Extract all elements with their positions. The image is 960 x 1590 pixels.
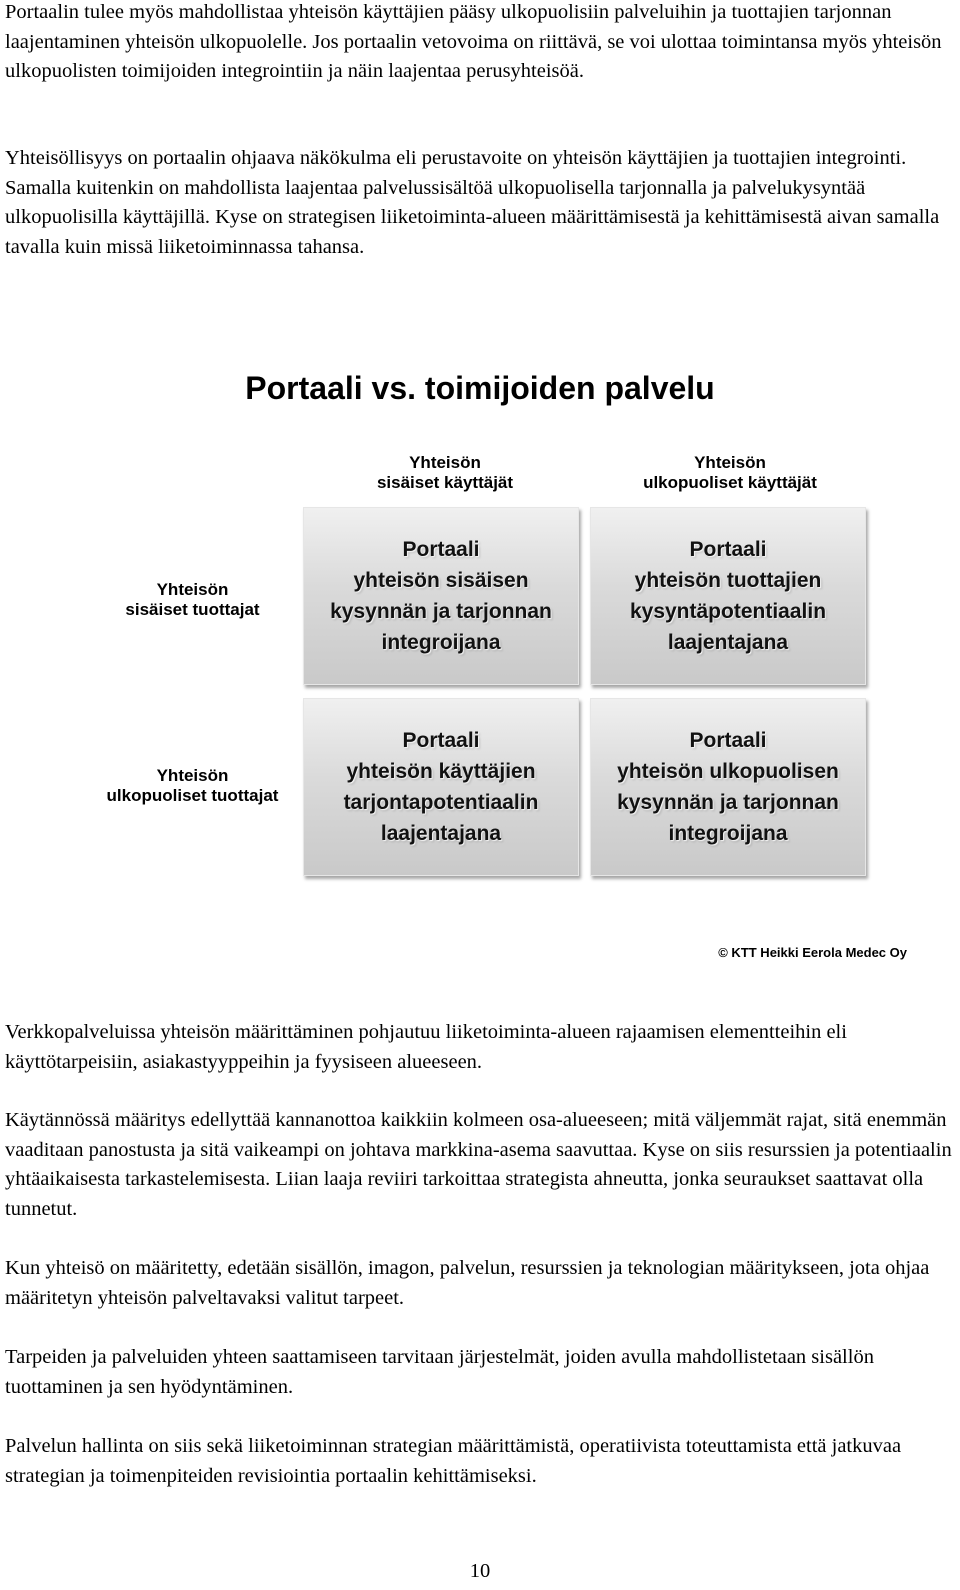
- column-header-line: Yhteisön: [694, 453, 766, 472]
- paragraph-scope-tradeoff: Käytännössä määritys edellyttää kannanottoa kaikkiin kolmeen osa-alueeseen; mitä väljemmät rajat, sitä enemmän vaaditaan panostusta ja sitä vaikeampi on johtava markkina-asema saavuttaa. Kyse on siis resurssien ja potentiaalin yhtäaikaisesta tarkastelemisesta. Liian laaja reviiri tarkoittaa strategista ahneutta, jonka seuraukset saattavat olla tunnetut.: [5, 1109, 952, 1220]
- cell-line: kysyntäpotentiaalin: [629, 600, 827, 623]
- paragraph-service-management: Palvelun hallinta on siis sekä liiketoiminnan strategian määrittämistä, operatiivista toteuttamista että jatkuvaa strategian ja toimenpiteiden revisiointia portaalin kehittämiseksi.: [5, 1435, 902, 1487]
- matrix-cell-internal-integrator: [303, 507, 579, 685]
- column-header-external-users: [590, 453, 870, 493]
- column-header-line: Yhteisön: [409, 453, 481, 472]
- column-header-internal-users: [305, 453, 585, 493]
- row-header-line: Yhteisön: [156, 580, 229, 599]
- cell-line: laajentajana: [667, 631, 789, 654]
- cell-line: yhteisön käyttäjien: [346, 760, 536, 783]
- cell-line: yhteisön sisäisen: [353, 569, 529, 592]
- matrix-cell-demand-expander: [590, 507, 866, 685]
- cell-line: laajentajana: [380, 822, 502, 845]
- row-header-line: sisäiset tuottajat: [125, 600, 260, 619]
- paragraph-community-integration: Yhteisöllisyys on portaalin ohjaava näkökulma eli perustavoite on yhteisön käyttäjien ja tuottajien integrointi. Samalla kuitenkin on mahdollista laajentaa palvelussisältöä ulkopuolisella tarjonnalla ja palvelukysyntää ulkopuolisilla käyttäjillä. Kyse on strategisen liiketoiminta-alueen määrittämisestä ja kehittämisestä aivan samalla tavalla kuin missä liiketoiminnassa tahansa.: [5, 147, 940, 258]
- cell-line: kysynnän ja tarjonnan: [330, 600, 552, 623]
- cell-line: yhteisön tuottajien: [634, 569, 822, 592]
- cell-line: Portaali: [689, 538, 767, 561]
- paragraph-community-definition: Verkkopalveluissa yhteisön määrittäminen pohjautuu liiketoiminta-alueen rajaamisen elementteihin eli käyttötarpeisiin, asiakastyyppeihin ja fyysiseen alueeseen.: [5, 1021, 847, 1073]
- cell-line: Portaali: [689, 729, 767, 752]
- copyright-notice: © KTT Heikki Eerola Medec Oy: [718, 945, 907, 960]
- column-header-line: ulkopuoliset käyttäjät: [643, 473, 817, 492]
- row-header-external-producers: [80, 766, 305, 806]
- matrix-cell-external-integrator: [590, 698, 866, 876]
- paragraph-portal-access: Portaalin tulee myös mahdollistaa yhteisön käyttäjien pääsy ulkopuolisiin palveluihin ja tuottajien tarjonnan laajentaminen yhteisön ulkopuolelle. Jos portaalin vetovoima on riittävä, se voi ulottaa toimintansa myös yhteisön ulkopuolisten toimijoiden integrointiin ja näin laajentaa perusyhteisöä.: [5, 1, 942, 82]
- row-header-line: Yhteisön: [156, 766, 229, 785]
- cell-line: tarjontapotentiaalin: [343, 791, 539, 814]
- cell-line: integroijana: [668, 822, 788, 845]
- page-number: 10: [469, 1560, 491, 1582]
- cell-line: integroijana: [381, 631, 501, 654]
- diagram-title: Portaali vs. toimijoiden palvelu: [245, 370, 715, 406]
- row-header-internal-producers: [80, 580, 305, 620]
- matrix-cell-supply-expander: [303, 698, 579, 876]
- cell-line: yhteisön ulkopuolisen: [617, 760, 839, 783]
- row-header-line: ulkopuoliset tuottajat: [106, 786, 279, 805]
- paragraph-next-steps: Kun yhteisö on määritetty, edetään sisällön, imagon, palvelun, resurssien ja teknologian määritykseen, jota ohjaa määritetyn yhteisön palveltavaksi valitut tarpeet.: [5, 1257, 930, 1309]
- cell-line: kysynnän ja tarjonnan: [617, 791, 839, 814]
- paragraph-systems: Tarpeiden ja palveluiden yhteen saattamiseen tarvitaan järjestelmät, joiden avulla mahdollistetaan sisällön tuottaminen ja sen hyödyntäminen.: [5, 1346, 874, 1398]
- cell-line: Portaali: [402, 538, 480, 561]
- cell-line: Portaali: [402, 729, 480, 752]
- column-header-line: sisäiset käyttäjät: [376, 473, 514, 492]
